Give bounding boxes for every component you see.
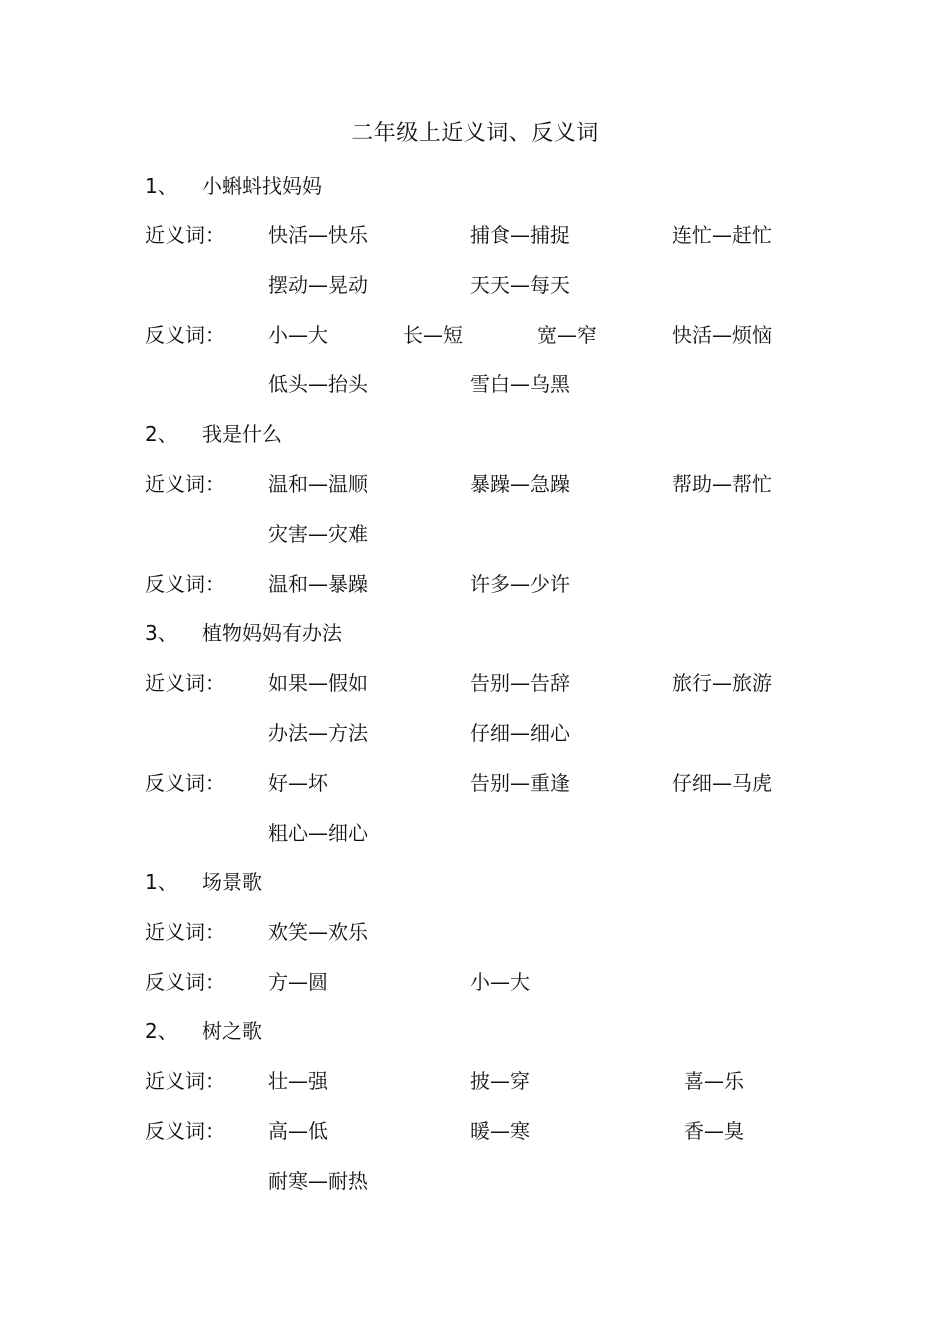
lesson-name: 树之歌 — [202, 1019, 262, 1043]
lesson-name: 场景歌 — [202, 870, 262, 894]
word-pair: 香—臭 — [684, 1119, 744, 1143]
word-pair: 旅行—旅游 — [672, 671, 772, 695]
word-pair: 快活—烦恼 — [672, 323, 772, 347]
antonym-row — [0, 964, 950, 1000]
lesson-number: 3、 — [145, 621, 178, 645]
antonym-row-continued — [0, 366, 950, 402]
antonym-row-continued — [0, 1163, 950, 1199]
synonym-row — [0, 665, 950, 701]
word-pair: 小—大 — [268, 323, 328, 347]
word-pair: 帮助—帮忙 — [672, 472, 772, 496]
word-pair: 仔细—马虎 — [672, 771, 772, 795]
lesson-number: 1、 — [145, 174, 178, 198]
synonym-row-continued — [0, 516, 950, 552]
synonym-row-continued — [0, 715, 950, 751]
lesson-heading — [0, 168, 950, 204]
lesson-number: 2、 — [145, 1019, 178, 1043]
synonym-label: 近义词： — [145, 1069, 225, 1093]
synonym-label: 近义词： — [145, 920, 225, 944]
word-pair: 耐寒—耐热 — [268, 1169, 368, 1193]
antonym-label: 反义词： — [145, 771, 225, 795]
antonym-label: 反义词： — [145, 1119, 225, 1143]
antonym-label: 反义词： — [145, 323, 225, 347]
lesson-heading — [0, 615, 950, 651]
antonym-row — [0, 566, 950, 602]
synonym-row-continued — [0, 267, 950, 303]
word-pair: 连忙—赶忙 — [672, 223, 772, 247]
word-pair: 暖—寒 — [470, 1119, 530, 1143]
word-pair: 长—短 — [403, 323, 463, 347]
page-title: 二年级上近义词、反义词 — [351, 121, 599, 146]
word-pair: 好—坏 — [268, 771, 328, 795]
word-pair: 告别—告辞 — [470, 671, 570, 695]
word-pair: 小—大 — [470, 970, 530, 994]
lesson-heading — [0, 864, 950, 900]
word-pair: 喜—乐 — [684, 1069, 744, 1093]
synonym-row — [0, 1063, 950, 1099]
synonym-row — [0, 217, 950, 253]
lesson-number: 2、 — [145, 422, 178, 446]
word-pair: 暴躁—急躁 — [470, 472, 570, 496]
lesson-name: 植物妈妈有办法 — [202, 621, 342, 645]
synonym-row — [0, 466, 950, 502]
lesson-heading — [0, 416, 950, 452]
word-pair: 雪白—乌黑 — [470, 372, 570, 396]
lesson-name: 我是什么 — [202, 422, 282, 446]
word-pair: 壮—强 — [268, 1069, 328, 1093]
word-pair: 捕食—捕捉 — [470, 223, 570, 247]
antonym-row — [0, 317, 950, 353]
word-pair: 温和—温顺 — [268, 472, 368, 496]
word-pair: 粗心—细心 — [268, 821, 368, 845]
word-pair: 灾害—灾难 — [268, 522, 368, 546]
word-pair: 温和—暴躁 — [268, 572, 368, 596]
lesson-number: 1、 — [145, 870, 178, 894]
word-pair: 仔细—细心 — [470, 721, 570, 745]
word-pair: 高—低 — [268, 1119, 328, 1143]
lesson-heading — [0, 1013, 950, 1049]
antonym-label: 反义词： — [145, 970, 225, 994]
word-pair: 摆动—晃动 — [268, 273, 368, 297]
antonym-row-continued — [0, 815, 950, 851]
word-pair: 方—圆 — [268, 970, 328, 994]
synonym-label: 近义词： — [145, 472, 225, 496]
word-pair: 快活—快乐 — [268, 223, 368, 247]
word-pair: 披—穿 — [470, 1069, 530, 1093]
synonym-label: 近义词： — [145, 223, 225, 247]
antonym-row — [0, 1113, 950, 1149]
word-pair: 如果—假如 — [268, 671, 368, 695]
antonym-label: 反义词： — [145, 572, 225, 596]
antonym-row — [0, 765, 950, 801]
word-pair: 宽—窄 — [537, 323, 597, 347]
word-pair: 欢笑—欢乐 — [268, 920, 368, 944]
word-pair: 天天—每天 — [470, 273, 570, 297]
lesson-name: 小蝌蚪找妈妈 — [202, 174, 322, 198]
synonym-label: 近义词： — [145, 671, 225, 695]
word-pair: 低头—抬头 — [268, 372, 368, 396]
synonym-row — [0, 914, 950, 950]
word-pair: 办法—方法 — [268, 721, 368, 745]
word-pair: 告别—重逢 — [470, 771, 570, 795]
word-pair: 许多—少许 — [470, 572, 570, 596]
